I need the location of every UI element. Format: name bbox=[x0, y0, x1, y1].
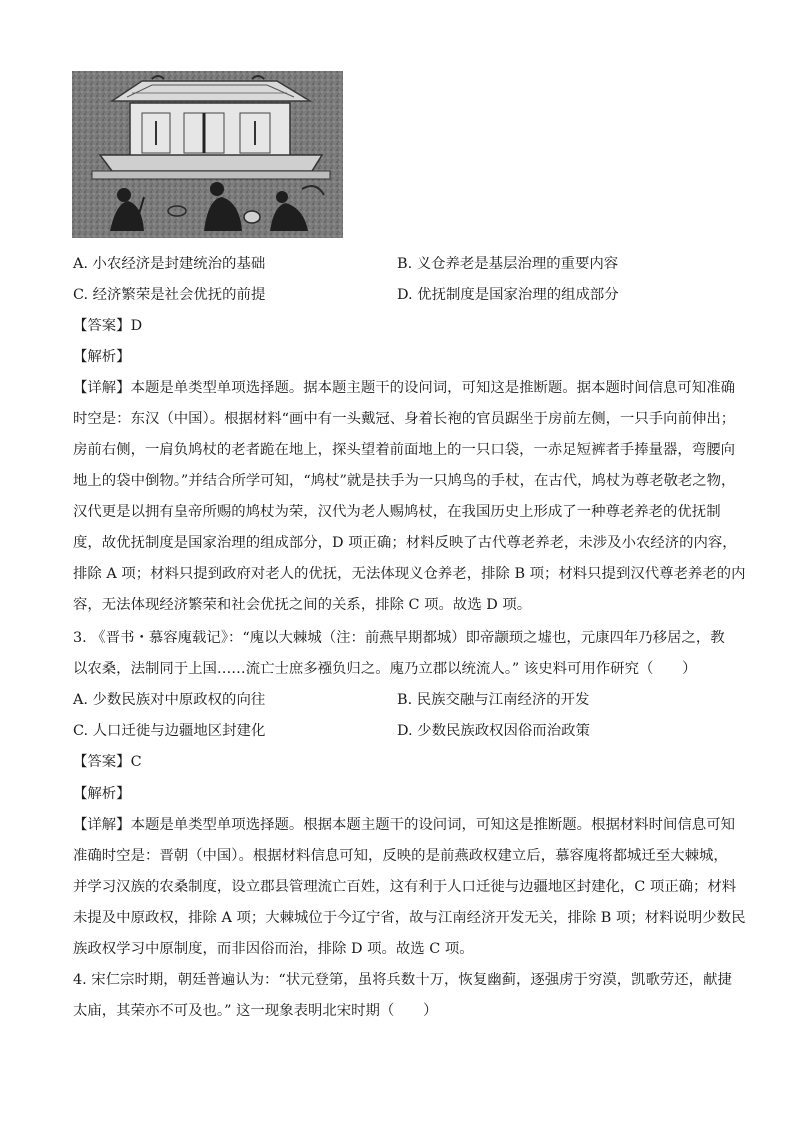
q3-option-a: A. 少数民族对中原政权的向往 bbox=[73, 692, 266, 708]
q3-explanation-line: 并学习汉族的农桑制度，设立郡县管理流亡百姓，这有利于人口迁徙与边疆地区封建化，C 项正确；材料 bbox=[73, 879, 737, 895]
q3-option-c: C. 人口迁徙与边疆地区封建化 bbox=[73, 723, 266, 739]
q4-stem-line: 4. 宋仁宗时期，朝廷普遍认为：“状元登第，虽将兵数十万，恢复幽蓟，逐强虏于穷漠，凯歌劳还，献捷 bbox=[73, 972, 732, 988]
relief-illustration bbox=[72, 71, 343, 238]
q2-explanation-line: 汉代更是以拥有皇帝所赐的鸠杖为荣，汉代为老人赐鸠杖，在我国历史上形成了一种尊老养老的优抚制 bbox=[73, 504, 721, 520]
q3-explanation-line: 【详解】本题是单类型单项选择题。根据本题主题干的设问词，可知这是推断题。根据材料时间信息可知 bbox=[73, 817, 735, 833]
q3-explanation-line: 准确时空是：晋朝（中国）。根据材料信息可知，反映的是前燕政权建立后，慕容廆将都城迁至大棘城， bbox=[73, 848, 728, 864]
q3-stem-line: 3. 《晋书・慕容廆载记》：“廆以大棘城（注：前燕早期都城）即帝颛顼之墟也，元康四年乃移居之，教 bbox=[73, 630, 725, 646]
q3-option-b: B. 民族交融与江南经济的开发 bbox=[397, 692, 590, 708]
q3-stem-line: 以农桑，法制同于上国……流亡士庶多襁负归之。廆乃立郡以统流人。” 该史料可用作研究（ ） bbox=[73, 661, 697, 677]
q3-explanation-line: 族政权学习中原制度，而非因俗而治，排除 D 项。故选 C 项。 bbox=[73, 941, 474, 957]
q2-option-d: D. 优抚制度是国家治理的组成部分 bbox=[397, 287, 619, 303]
q3-option-d: D. 少数民族政权因俗而治政策 bbox=[397, 723, 590, 739]
q2-explanation-line: 容，无法体现经济繁荣和社会优抚之间的关系，排除 C 项。故选 D 项。 bbox=[73, 597, 532, 613]
q3-answer: 【答案】C bbox=[73, 754, 142, 770]
q2-explanation-line: 【详解】本题是单类型单项选择题。据本题主题干的设问词，可知这是推断题。据本题时间信息可知准确 bbox=[73, 380, 735, 396]
q2-analysis-label: 【解析】 bbox=[73, 349, 131, 365]
q2-explanation-line: 排除 A 项；材料只提到政府对老人的优抚，无法体现义仓养老，排除 B 项；材料只提到汉代尊老养老的内 bbox=[73, 566, 746, 582]
q3-explanation-line: 未提及中原政权，排除 A 项；大棘城位于今辽宁省，故与江南经济开发无关，排除 B 项；材料说明少数民 bbox=[73, 910, 746, 926]
q2-option-a: A. 小农经济是封建统治的基础 bbox=[73, 256, 266, 272]
relief-rubbing-image bbox=[72, 71, 343, 238]
q2-explanation-line: 地上的袋中倒物。”并结合所学可知，“鸠杖”就是扶手为一只鸠鸟的手杖，在古代，鸠杖为尊老敬老之物， bbox=[73, 473, 736, 489]
q2-option-c: C. 经济繁荣是社会优抚的前提 bbox=[73, 287, 266, 303]
q2-answer: 【答案】D bbox=[73, 318, 143, 334]
q2-option-b: B. 义仓养老是基层治理的重要内容 bbox=[397, 256, 619, 272]
q2-explanation-line: 时空是：东汉（中国）。根据材料“画中有一头戴冠、身着长袍的官员踞坐于房前左侧，一只手向前伸出； bbox=[73, 411, 736, 427]
q3-analysis-label: 【解析】 bbox=[73, 786, 131, 802]
q2-explanation-line: 房前右侧，一肩负鸠杖的老者跪在地上，探头望着前面地上的一只口袋，一赤足短裤者手捧量器，弯腰向 bbox=[73, 442, 735, 458]
q4-stem-line: 太庙，其荣亦不可及也。” 这一现象表明北宋时期（ ） bbox=[73, 1003, 438, 1019]
q2-explanation-line: 度，故优抚制度是国家治理的组成部分，D 项正确；材料反映了古代尊老养老，未涉及小农经济的内容， bbox=[73, 535, 737, 551]
